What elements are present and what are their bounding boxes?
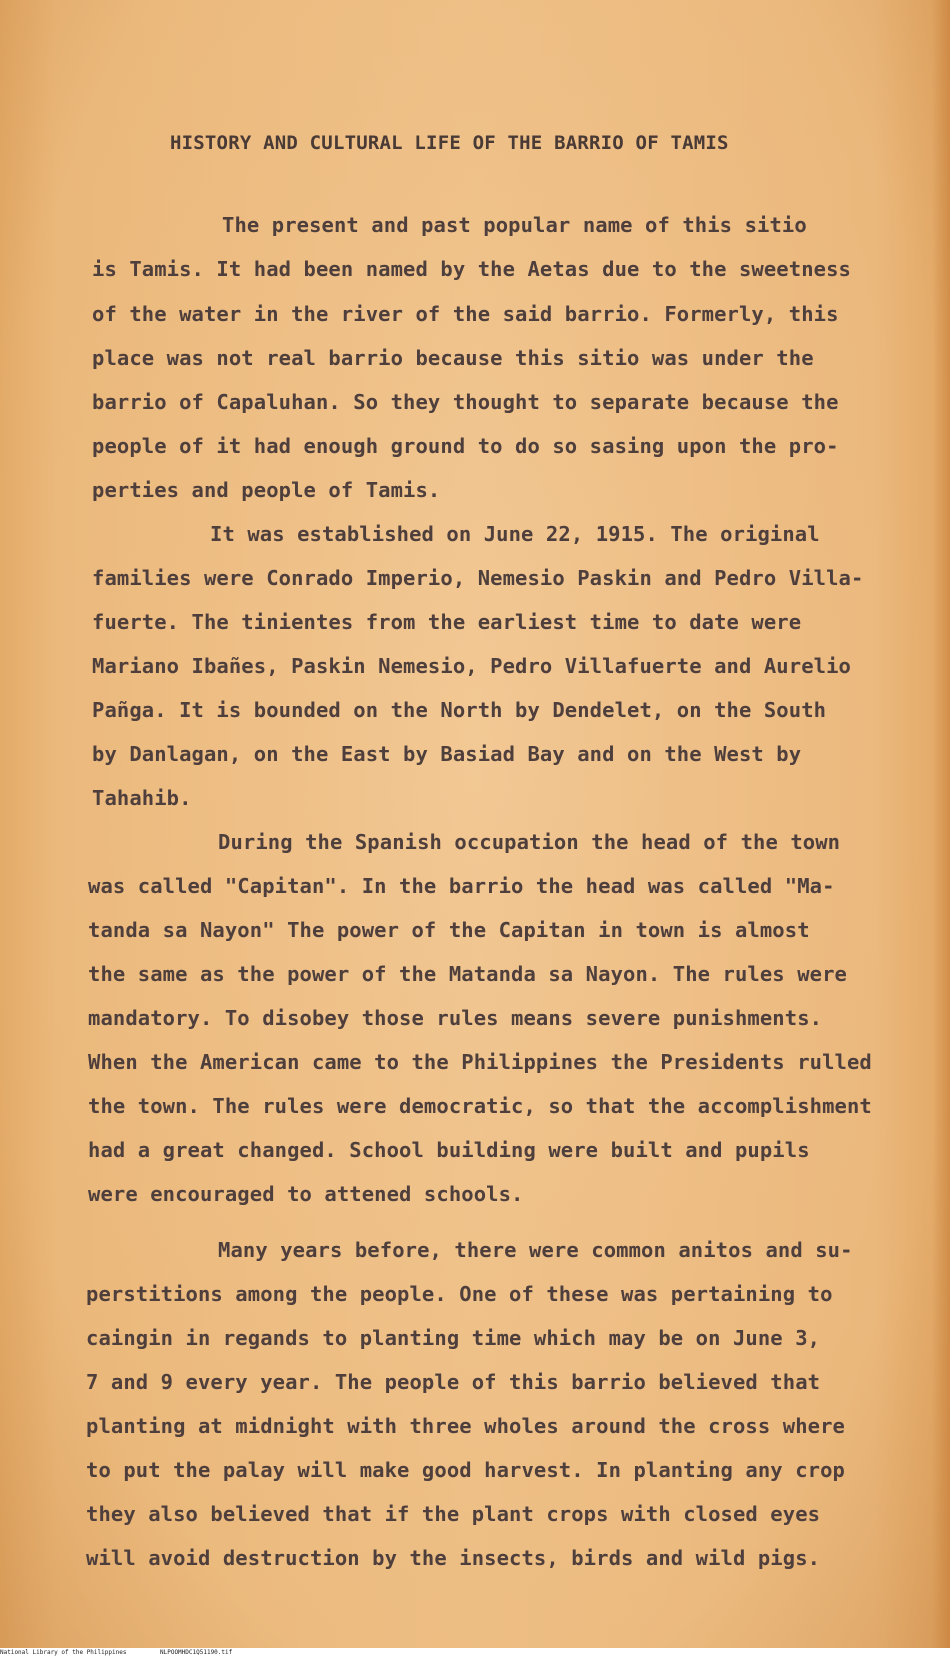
text-line: was called "Capitan". In the barrio the head was called "Ma-	[88, 874, 835, 898]
text-line: During the Spanish occupation the head of the town	[218, 830, 841, 854]
text-line: perstitions among the people. One of these was pertaining to	[86, 1282, 833, 1306]
text-line: It was established on June 22, 1915. The original	[210, 522, 820, 546]
text-line: Tahahib.	[92, 786, 192, 810]
text-line: by Danlagan, on the East by Basiad Bay and on the West by	[92, 742, 802, 766]
text-line: had a great changed. School building were built and pupils	[88, 1138, 810, 1162]
text-line: the town. The rules were democratic, so that the accomplishment	[88, 1094, 872, 1118]
text-line: perties and people of Tamis.	[92, 478, 441, 502]
page-edge-shadow	[932, 0, 950, 1648]
text-line: to put the palay will make good harvest. In planting any crop	[86, 1458, 845, 1482]
text-line: tanda sa Nayon" The power of the Capitan in town is almost	[88, 918, 810, 942]
text-line: planting at midnight with three wholes around the cross where	[86, 1414, 845, 1438]
text-line: fuerte. The tinientes from the earliest time to date were	[92, 610, 802, 634]
text-line: place was not real barrio because this sitio was under the	[92, 346, 814, 370]
text-line: caingin in regands to planting time which may be on June 3,	[86, 1326, 821, 1350]
scan-footer	[0, 1649, 950, 1658]
text-line: Pañga. It is bounded on the North by Dendelet, on the South	[92, 698, 827, 722]
text-line: 7 and 9 every year. The people of this barrio believed that	[86, 1370, 821, 1394]
text-line: mandatory. To disobey those rules means severe punishments.	[88, 1006, 823, 1030]
text-line: Mariano Ibañes, Paskin Nemesio, Pedro Villafuerte and Aurelio	[92, 654, 851, 678]
footer-file-name: NLPOOMHDC1Q51190.tif	[160, 1649, 233, 1656]
text-line: families were Conrado Imperio, Nemesio Paskin and Pedro Villa-	[92, 566, 864, 590]
text-line: The present and past popular name of this sitio	[222, 213, 807, 237]
text-line: the same as the power of the Matanda sa Nayon. The rules were	[88, 962, 847, 986]
text-line: of the water in the river of the said barrio. Formerly, this	[92, 302, 839, 326]
text-line: they also believed that if the plant crops with closed eyes	[86, 1502, 821, 1526]
text-line: barrio of Capaluhan. So they thought to separate because the	[92, 390, 839, 414]
text-line: Many years before, there were common anitos and su-	[218, 1238, 853, 1262]
footer-library-name: National Library of the Philippines	[0, 1649, 127, 1656]
text-line: When the American came to the Philippines the Presidents rulled	[88, 1050, 872, 1074]
document-title: HISTORY AND CULTURAL LIFE OF THE BARRIO OF TAMIS	[170, 132, 729, 154]
text-line: will avoid destruction by the insects, birds and wild pigs.	[86, 1546, 821, 1570]
text-line: people of it had enough ground to do so sasing upon the pro-	[92, 434, 839, 458]
text-line: is Tamis. It had been named by the Aetas due to the sweetness	[92, 257, 851, 281]
text-line: were encouraged to attened schools.	[88, 1182, 524, 1206]
